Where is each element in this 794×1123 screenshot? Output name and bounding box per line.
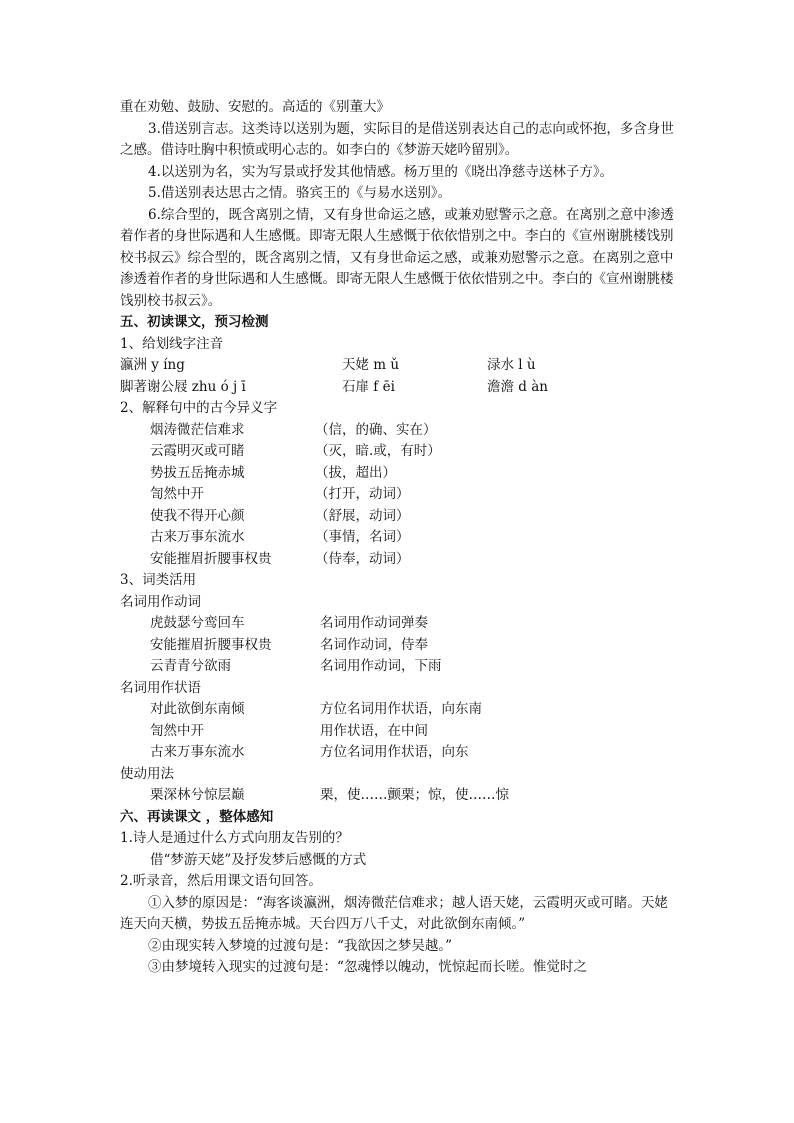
paragraph: 5.借送别表达思古之情。骆宾王的《与易水送别》。 <box>148 185 452 201</box>
group-label: 名词用作状语 <box>120 679 201 696</box>
phonetic-item: 瀛洲 y íng <box>120 357 185 373</box>
usage-item: 栗深林兮惊层巅 栗，使……颤栗；惊，使……惊 <box>150 787 509 803</box>
usage-item: 訇然中开 用作状语，在中间 <box>150 722 428 739</box>
question: 1.诗人是通过什么方式向朋友告别的？ <box>120 830 349 846</box>
answer: ③由梦境转入现实的过渡句是：“忽魂悸以魄动，恍惊起而长嗟。惟觉时之 <box>148 959 587 975</box>
meaning-item: 使我不得开心颜 （舒展，动词） <box>150 507 410 524</box>
phonetic-item: 石扉 f ēi <box>342 378 395 395</box>
usage-item: 虎鼓瑟兮鸾回车 名词用作动词弹奏 <box>150 615 428 631</box>
paragraph: 4.以送别为名，实为写景或抒发其他情感。杨万里的《晓出净慈寺送林子方》。 <box>148 163 614 180</box>
answer: 借“梦游天姥”及抒发梦后感慨的方式 <box>150 851 367 868</box>
phonetic-row <box>120 377 680 399</box>
subheading: 3、词类活用 <box>120 572 197 588</box>
answer: ①入梦的原因是：“海客谈瀛洲，烟涛微茫信难求；越人语天姥，云霞明灭或可睹。天姥连天向天横，势拔五岳掩赤城。天台四万八千丈，对此欲倒东南倾。” <box>120 894 668 932</box>
phonetic-item: 渌水 l ù <box>487 357 536 373</box>
meaning-item: 古来万事东流水 （事情，名词） <box>150 529 410 545</box>
section-heading: 六、再读课文 ，整体感知 <box>120 808 274 825</box>
phonetic-item: 澹澹 d àn <box>487 378 548 395</box>
question: 2.听录音，然后用课文语句回答。 <box>120 873 322 889</box>
phonetic-item: 天姥 m ǔ <box>342 357 400 373</box>
subheading: 1、给划线字注音 <box>120 335 224 352</box>
meaning-item: 烟涛微茫信难求 （信，的确、实在） <box>150 421 437 438</box>
paragraph: 6.综合型的，既含离别之情，又有身世命运之感，或兼劝慰警示之意。在离别之意中渗透着作者的身世际遇和人生感慨。即寄无限人生感慨于依依惜别之中。李白的《宣州谢朓楼饯别校书叔云》综合型的，既含离别之情，又有身世命运之感，或兼劝慰警示之意。在离别之意中渗透着作者的身世际遇和人生感慨。即寄无限人生感慨于依依惜别之中。李白的《宣州谢朓楼饯别校书叔云》。 <box>120 206 674 309</box>
meaning-item: 势拔五岳掩赤城 （拔，超出） <box>150 464 396 481</box>
usage-item: 对此欲倒东南倾 方位名词用作状语，向东南 <box>150 701 482 717</box>
meaning-item: 云霞明灭或可睹 （灭，暗.或，有时） <box>150 443 441 459</box>
answer: ②由现实转入梦境的过渡句是：“我欲因之梦吴越。” <box>148 937 453 954</box>
phonetic-row <box>120 355 680 377</box>
phonetic-item: 脚著谢公屐 zhu ó j ī <box>120 378 246 395</box>
section-heading: 五、初读课文，预习检测 <box>120 314 269 330</box>
meaning-item: 安能摧眉折腰事权贵 （侍奉，动词） <box>150 550 410 567</box>
group-label: 使动用法 <box>120 765 174 782</box>
document-body <box>120 97 680 979</box>
usage-item: 古来万事东流水 方位名词用作状语，向东 <box>150 744 469 760</box>
meaning-item: 訇然中开 （打开，动词） <box>150 486 410 502</box>
paragraph: 重在劝勉、鼓励、安慰的。高适的《别董大》 <box>120 99 390 115</box>
subheading: 2、解释句中的古今异义字 <box>120 400 278 416</box>
group-label: 名词用作动词 <box>120 593 201 610</box>
usage-item: 安能摧眉折腰事权贵 名词作动词，侍奉 <box>150 636 428 653</box>
usage-item: 云青青兮欲雨 名词用作动词，下雨 <box>150 658 442 674</box>
paragraph: 3.借送别言志。这类诗以送别为题，实际目的是借送别表达自己的志向或怀抱，多含身世之感。借诗吐胸中积愤或明心志的。如李白的《梦游天姥吟留别》。 <box>120 120 674 158</box>
